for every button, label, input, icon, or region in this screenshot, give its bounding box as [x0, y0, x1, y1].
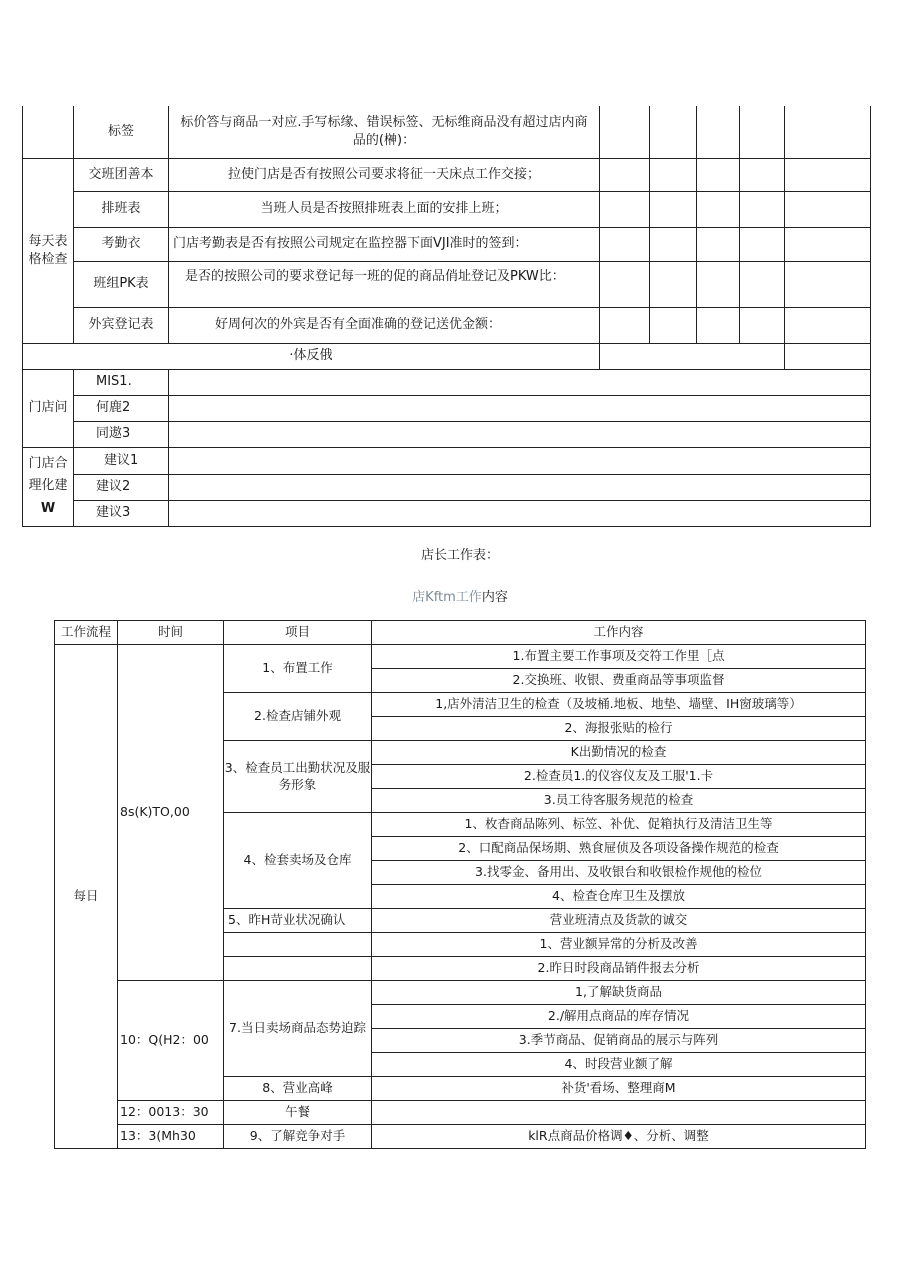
work-content: 4、时段营业额了解 — [372, 1053, 866, 1077]
page-title: 店长工作表： — [420, 548, 499, 563]
item-label: 7.当日卖场商品态势迫踪 — [224, 981, 372, 1077]
check-cell — [697, 106, 740, 158]
item-label: 班组PK表 — [74, 261, 169, 307]
item-content: 门店考勤表是否有按照公司规定在监控器下面VJI准时的签到： — [169, 227, 600, 261]
table-row — [23, 395, 871, 421]
question-label: 同遨3 — [74, 421, 169, 447]
work-schedule-table — [54, 620, 866, 1149]
work-content: 3.员工待客服务规范的检查 — [372, 789, 866, 813]
time-label: 8s(K)TO,00 — [118, 645, 224, 981]
table-row — [23, 158, 871, 191]
table-row — [23, 191, 871, 227]
work-content: 1.布置主要工作事项及交符工作里［点 — [372, 645, 866, 669]
item-label: 9、了解竞争对手 — [224, 1125, 372, 1149]
empty-cell — [224, 957, 372, 981]
time-label: 13：3(Mh30 — [118, 1125, 224, 1149]
work-content: K出勤情况的检查 — [372, 741, 866, 765]
suggestion-group-label — [23, 447, 74, 526]
table-row — [23, 500, 871, 526]
work-content: 营业班清点及货款的诚交 — [372, 909, 866, 933]
suggestion-group-line: 门店合 — [28, 456, 68, 472]
column-header: 工作流程 — [55, 621, 118, 645]
work-content: 2.检查员1.的仪容仪友及工服'1.卡 — [372, 765, 866, 789]
work-content: 1,了解缺货商品 — [372, 981, 866, 1005]
work-content: 2、口配商品保场期、熟食屉侦及各项设备操作规范的检查 — [372, 837, 866, 861]
time-label: 12：0013：30 — [118, 1101, 224, 1125]
check-cell — [740, 106, 785, 158]
work-content: 2.昨日时段商品销件报去分析 — [372, 957, 866, 981]
item-label: 考勤衣 — [74, 227, 169, 261]
work-content: klR点商品价格调♦、分析、调整 — [372, 1125, 866, 1149]
table-row — [23, 106, 871, 158]
work-content: 1、营业额异常的分析及改善 — [372, 933, 866, 957]
item-content: 是否的按照公司的要求登记每一班的促的商品俏址登记及PKW比： — [169, 261, 600, 307]
process-label: 每日 — [55, 645, 118, 1149]
suggestion-group-line: W — [40, 500, 56, 516]
daily-group-label: 每天表格检查 — [23, 158, 74, 343]
question-label: 何鹿2 — [74, 395, 169, 421]
item-label: 午餐 — [224, 1101, 372, 1125]
table-row — [23, 261, 871, 307]
suggestion-group-line: 理化建 — [28, 478, 68, 494]
work-content — [372, 1101, 866, 1125]
check-cell — [600, 106, 650, 158]
item-content: 好周何次的外宾是否有全面准确的登记送优金额： — [169, 307, 600, 343]
table-row — [23, 343, 871, 369]
column-header: 时间 — [118, 621, 224, 645]
item-label: 交班团善本 — [74, 158, 169, 191]
item-label: 标签 — [74, 106, 169, 158]
item-label: 3、检查员工出勤状况及服务形象 — [224, 741, 372, 813]
table-row — [23, 369, 871, 395]
work-content: 3.季节商品、促销商品的展示与阵列 — [372, 1029, 866, 1053]
item-label: 5、昨H苛业状况确认 — [224, 909, 372, 933]
work-content: 3.找零金、备用出、及收银台和收银检作规他的检位 — [372, 861, 866, 885]
work-content: 2./解用点商品的库存情况 — [372, 1005, 866, 1029]
question-label: MIS1. — [74, 369, 169, 395]
inspection-table — [22, 106, 871, 527]
section-title-highlight: 店Kftm工作 — [412, 590, 482, 605]
questions-group-label: 门店问 — [23, 369, 74, 447]
item-label: 外宾登记表 — [74, 307, 169, 343]
column-header: 工作内容 — [372, 621, 866, 645]
check-cell — [785, 106, 871, 158]
work-content: 4、检查仓库卫生及摆放 — [372, 885, 866, 909]
item-content: 标价答与商品一对应.手写标缘、错误标签、无标维商品没有超过店内商品的(榊)： — [169, 106, 600, 158]
feedback-row: ·体反俄 — [23, 343, 600, 369]
table-header-row — [55, 621, 866, 645]
work-content: 1,店外清洁卫生的检查（及坡桶.地板、地垫、墙壁、IH窗玻璃等） — [372, 693, 866, 717]
table-row — [23, 227, 871, 261]
item-content: 当班人员是否按照排班表上面的安排上班； — [169, 191, 600, 227]
item-label: 2.检查店铺外观 — [224, 693, 372, 741]
item-label: 1、布置工作 — [224, 645, 372, 693]
item-label: 8、营业高峰 — [224, 1077, 372, 1101]
work-content: 补货'看场、整理商M — [372, 1077, 866, 1101]
table-row — [23, 447, 871, 474]
section-title-rest: 内容 — [481, 590, 508, 605]
work-content: 2、海报张贴的检行 — [372, 717, 866, 741]
work-content: 2.交换班、收银、费重商品等事项监督 — [372, 669, 866, 693]
suggestion-label: 建议1 — [74, 447, 169, 474]
table-row — [23, 421, 871, 447]
work-content: 1、枚杳商品陈列、标笠、补优、促箱执行及清洁卫生等 — [372, 813, 866, 837]
check-cell — [650, 106, 697, 158]
column-header: 项目 — [224, 621, 372, 645]
time-label: 10：Q(H2：00 — [118, 981, 224, 1101]
item-content: 拉使门店是否有按照公司要求将征一天床点工作交接； — [169, 158, 600, 191]
empty-cell — [23, 106, 74, 158]
table-row — [23, 307, 871, 343]
suggestion-label: 建议2 — [74, 474, 169, 500]
suggestion-label: 建议3 — [74, 500, 169, 526]
item-label: 4、检套卖场及仓库 — [224, 813, 372, 909]
section-title — [0, 586, 920, 605]
table-row — [23, 474, 871, 500]
item-label: 排班表 — [74, 191, 169, 227]
empty-cell — [224, 933, 372, 957]
